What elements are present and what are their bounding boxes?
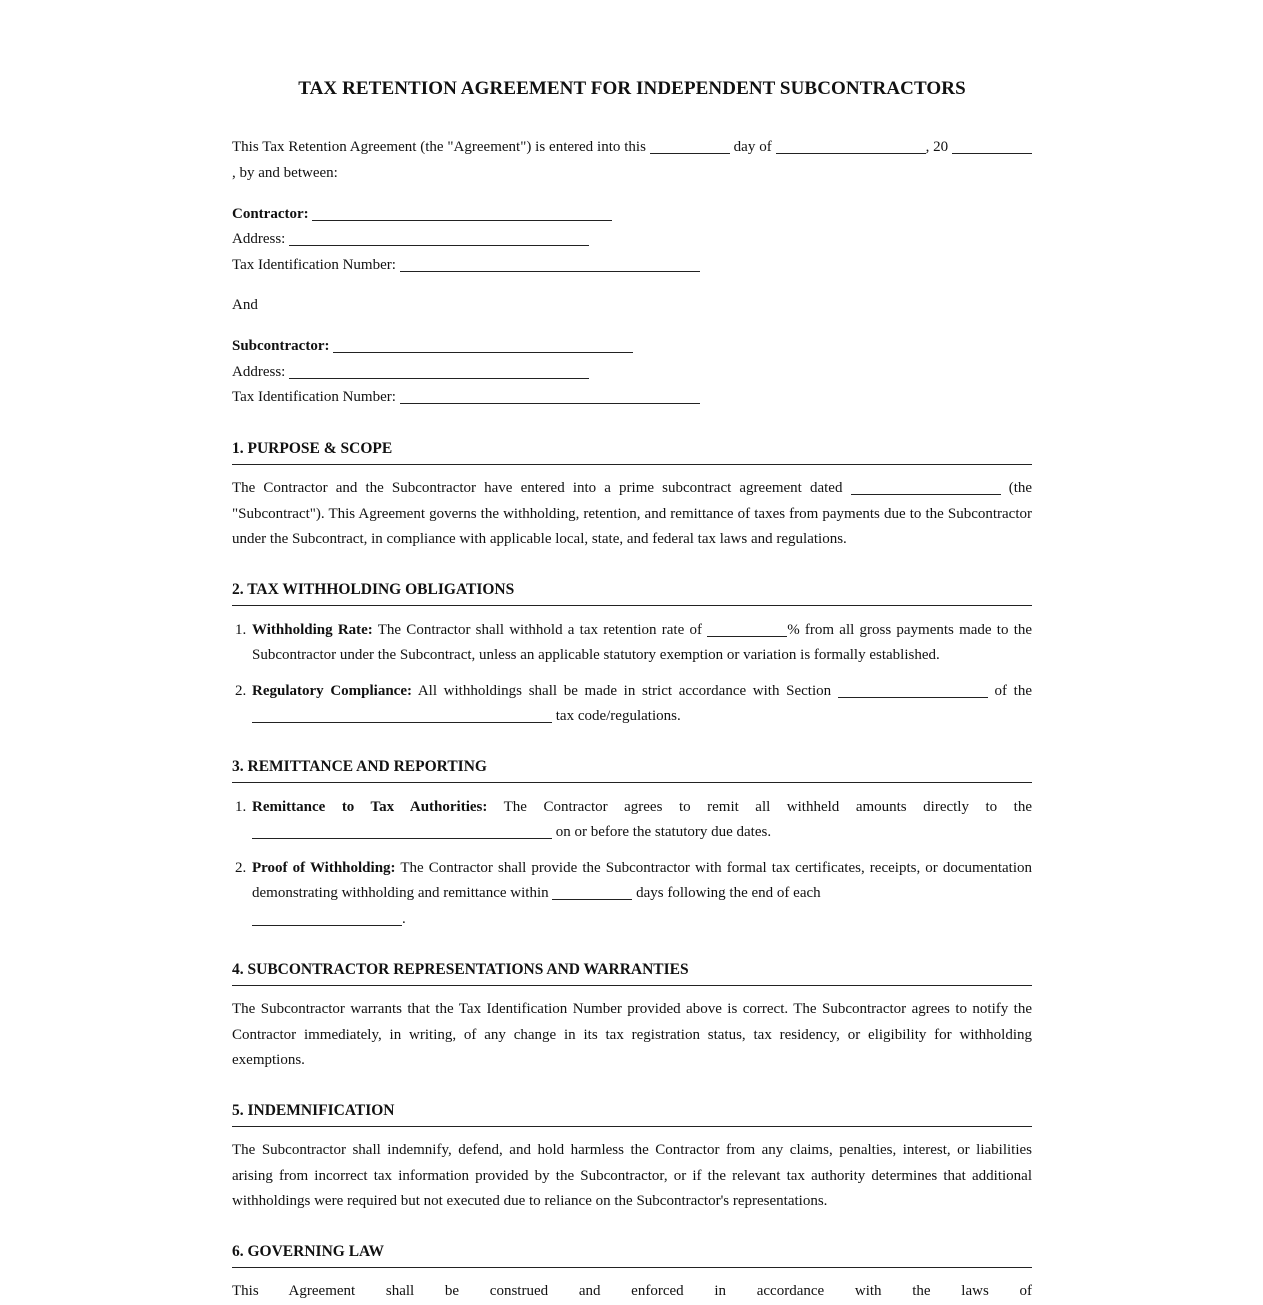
and-label: And bbox=[232, 297, 258, 313]
document-title: TAX RETENTION AGREEMENT FOR INDEPENDENT SUBCONTRACTORS bbox=[298, 78, 966, 99]
section-3-item-1: 1. Remittance to Tax Authorities: The Contractor agrees to remit all withheld amounts directly to the on or before the statutory due dates. bbox=[235, 799, 1032, 841]
subcontractor-address-label: Address: bbox=[232, 364, 286, 380]
contractor-address-label: Address: bbox=[232, 231, 286, 247]
contractor-tin-blank[interactable] bbox=[400, 256, 700, 272]
section-4-heading: 4. SUBCONTRACTOR REPRESENTATIONS AND WARRANTIES bbox=[232, 961, 1032, 986]
subcontractor-name-blank[interactable] bbox=[333, 337, 633, 353]
days-blank[interactable] bbox=[552, 884, 632, 900]
section-5-paragraph: The Subcontractor shall indemnify, defend, and hold harmless the Contractor from any claims, penalties, interest, or liabilities arising from incorrect tax information provided by the Subcontractor, or if the relevant tax authority determines that additional withholdings were required but not executed due to reliance on the Subcontractor's representations. bbox=[232, 1142, 1032, 1210]
contractor-line bbox=[232, 202, 612, 227]
subcontractor-address-blank[interactable] bbox=[289, 363, 589, 379]
section-6-heading: 6. GOVERNING LAW bbox=[232, 1243, 1032, 1268]
subcontractor-tin-line bbox=[232, 385, 700, 410]
subcontract-date-blank[interactable] bbox=[851, 479, 1001, 495]
month-blank[interactable] bbox=[776, 138, 926, 154]
section-2-heading: 2. TAX WITHHOLDING OBLIGATIONS bbox=[232, 581, 1032, 606]
subcontractor-tin-blank[interactable] bbox=[400, 388, 700, 404]
period-blank[interactable] bbox=[252, 910, 402, 926]
jurisdiction-blank[interactable] bbox=[252, 707, 552, 723]
subcontractor-tin-label: Tax Identification Number: bbox=[232, 389, 396, 405]
day-blank[interactable] bbox=[650, 138, 730, 154]
section-3-item-2: 2. Proof of Withholding: The Contractor shall provide the Subcontractor with formal tax certificates, receipts, or documentation demonstrating withholding and remittance within days following the end of each . bbox=[235, 860, 1033, 927]
subcontractor-line bbox=[232, 334, 633, 359]
section-number-blank[interactable] bbox=[838, 682, 988, 698]
year-blank[interactable] bbox=[952, 138, 1032, 154]
contractor-label: Contractor: bbox=[232, 206, 309, 222]
contractor-tin-line bbox=[232, 253, 700, 278]
contractor-tin-label: Tax Identification Number: bbox=[232, 257, 396, 273]
subcontractor-label: Subcontractor: bbox=[232, 338, 330, 354]
section-1-heading: 1. PURPOSE & SCOPE bbox=[232, 440, 1032, 465]
contractor-address-line bbox=[232, 227, 589, 252]
withholding-rate-blank[interactable] bbox=[707, 621, 787, 637]
section-2-item-1: 1. Withholding Rate: The Contractor shall withhold a tax retention rate of % from all gross payments made to the Subcontractor under the Subcontract, unless an applicable statutory exemption or variation is formally established. bbox=[235, 622, 1033, 664]
section-6-paragraph: This Agreement shall be construed and enforced in accordance with the laws of bbox=[232, 1283, 1032, 1299]
contractor-address-blank[interactable] bbox=[289, 230, 589, 246]
section-5-heading: 5. INDEMNIFICATION bbox=[232, 1102, 1032, 1127]
section-3-heading: 3. REMITTANCE AND REPORTING bbox=[232, 758, 1032, 783]
contractor-name-blank[interactable] bbox=[312, 205, 612, 221]
section-2-item-2: 2. Regulatory Compliance: All withholdings shall be made in strict accordance with Section of the tax code/regulations. bbox=[235, 683, 1033, 725]
section-4-paragraph: The Subcontractor warrants that the Tax Identification Number provided above is correct. The Subcontractor agrees to notify the Contractor immediately, in writing, of any change in its tax registration status, tax residency, or eligibility for withholding exemptions. bbox=[232, 1001, 1032, 1069]
tax-authority-blank[interactable] bbox=[252, 823, 552, 839]
subcontractor-address-line bbox=[232, 360, 589, 385]
section-1-paragraph: The Contractor and the Subcontractor have entered into a prime subcontract agreement dated (the "Subcontract"). This Agreement governs the withholding, retention, and remittance of taxes from payments due to the Subcontractor under the Subcontract, in compliance with applicable local, state, and federal tax laws and regulations. bbox=[232, 480, 1033, 548]
intro-paragraph: This Tax Retention Agreement (the "Agreement") is entered into this day of , 20 , by and between: bbox=[232, 135, 1032, 186]
